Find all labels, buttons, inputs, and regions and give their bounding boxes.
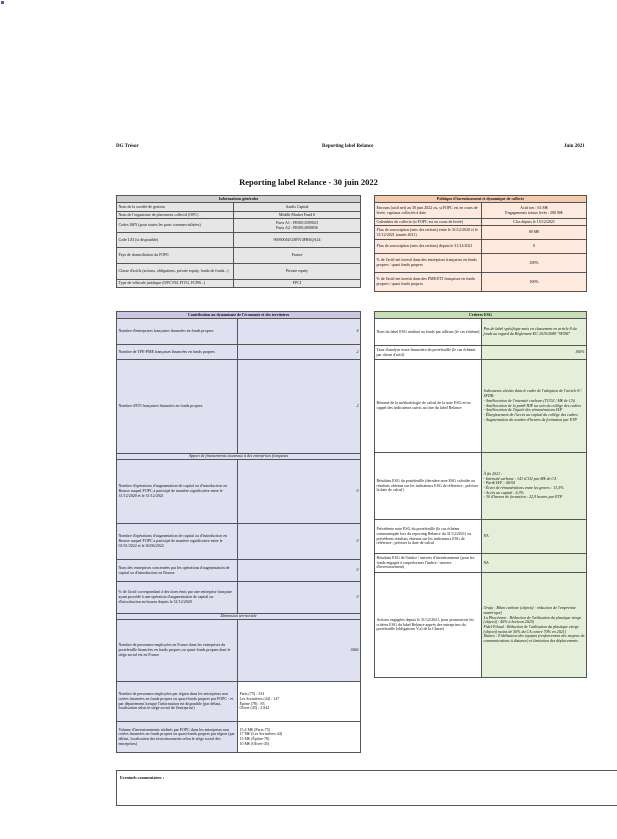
esg-value: 100% (482, 346, 587, 360)
esg-label: Résultats ESG de l'indice / univers d'investissement (pour les fonds engagés à surperformer l'indice / univers d'investissement) (375, 554, 482, 573)
economy-value: 15,4 M€ (Paris-75) 17 M€ (Les Sorinières-44) 15 M€ (Épône-78) 10 M€ (Olivet-45) (238, 722, 361, 753)
header-center: Reporting label Relance (322, 144, 374, 149)
economy-value: 0 (238, 582, 361, 614)
esg-value: Oraja : Bilan carbone (objectif : réduction de l'empreinte numérique) La Phocéenne : Réduction de l'utilisation du plastique vierge (objectif : 40% à horizon 2025) Fidel Filaud : Réduction de l'utilisation du plastique vierge (objectif moins de 50% du CA contre 70% en 2021) Dantes : Fidélisation des équipes (renforcement des moyens de communications à distance) et limitation des déplacements (482, 573, 587, 678)
investment-policy-label: Calendrier de collecte (si FOPC est en cours de levée) (375, 219, 482, 226)
investment-policy-label: % de l'actif net investi dans des entreprises françaises en fonds propres / quasi fonds propres (375, 254, 482, 273)
esg-label: Taux d'analyse extra-financière du portefeuille (le cas échéant par classe d'actif) (375, 346, 482, 360)
general-info-value: Azulis Capital (234, 203, 361, 212)
economy-label: Nombre de personnes employées en France dans les entreprises du portefeuille financées en fonds propres ou quasi-fonds propres dont le siège social est en France (117, 620, 238, 682)
general-info-label: Nom de la société de gestion (117, 203, 234, 212)
header-right: Juin 2021 (564, 144, 585, 149)
header-left: DG Trésor (116, 144, 139, 149)
investment-policy-value: Clos depuis le 15/12/2021 (482, 219, 587, 226)
esg-value: NA (482, 554, 587, 573)
investment-policy-value: 0 (482, 240, 587, 254)
economy-subheader: Dimension territoriale (117, 614, 361, 620)
economy-label: Nombre d'opérations d'augmentation de capital ou d'introduction en Bourse auquel FOPC a participé de manière significative entre le 01/01/2022 et le 30/06/2022 (117, 524, 238, 560)
esg-value: Pas de label spécifique mais en classement en article 8 du fonds au regard du Règlement EU 2019/2088 "SFDR" (482, 319, 587, 346)
investment-policy-label: Flux de souscription (nets des rachats) depuis le 31/12/2021 (375, 240, 482, 254)
economy-value: 0 (238, 560, 361, 582)
investment-policy-label: % de l'actif net investi dans des PME/ETI françaises en fonds propres / quasi fonds propres (375, 273, 482, 292)
economy-subheader: Apport de financements nouveaux à des entreprises françaises (117, 454, 361, 460)
investment-policy-value: Actif net : 63 M€ Engagements totaux levés : 280 M€ (482, 203, 587, 219)
general-info-label: Nom de l'organisme de placement collectif (OPC) (117, 212, 234, 219)
report-title: Reporting label Relance - 30 juin 2022 (239, 177, 378, 187)
economy-value: 2 (238, 345, 361, 360)
economy-table (116, 311, 361, 753)
economy-label: % de l'actif correspondant à des titres émis par une entreprise française ayant procédé à une opération d'augmentation de capital ou d'introduction en bourse depuis le 31/12/2020 (117, 582, 238, 614)
esg-value: Indicateurs choisis dans le cadre de l'adoption de l'article 8 / SFDR: - Amélioration de l'intensité carbone (TCO2 / M€ de CA) - Amélioration de la part€ HIF au sein du collège des cadres - Amélioration de l'équité des rémunérations H/F - Élargissement de l'accès au capital du collège des cadres - Augmentation du nombre d'heures de formation par ETP (482, 360, 587, 453)
esg-header: Critères ESG (375, 312, 587, 319)
comments-box[interactable] (116, 770, 617, 806)
economy-label: Nombre d'ETI françaises financées en fonds propres (117, 360, 238, 454)
economy-label: Volume d'investissements réalisés par FOPC dans les entreprises non cotées financées en fonds propres ou quasi-fonds propres par région (par défaut, localisation des investissements selon le siège social des entreprises) (117, 722, 238, 753)
investment-policy-header: Politique d'investissement et dynamique de collecte (375, 196, 587, 203)
general-info-value: Parts A1 : FR0013509023 Parts A2 : FR0014000836 (234, 219, 361, 233)
esg-label: Précédente note ESG du portefeuille (le cas échéant communiquée lors du reporting Relance du 31/12/2021) ou précédents résultats obtenus sur les indicateurs ESG de référence ; préciser la date de calcul (375, 520, 482, 554)
economy-value: 2 (238, 360, 361, 454)
esg-label: Nom du label ESG attribué au fonds par ailleurs (le cas échéant) (375, 319, 482, 346)
investment-policy-label: Encours (actif net) au 30 juin 2022 ou, si FOPC est en cours de levée, capitaux collectés à date (375, 203, 482, 219)
investment-policy-value: 80 M€ (482, 226, 587, 240)
economy-label: Nombre de TPE-PME françaises financées en fonds propres (117, 345, 238, 360)
general-info-label: Classe d'actifs (actions, obligations, private equity, fonds de fonds...) (117, 264, 234, 280)
general-info-value: 9695004UGBNY4FR6QA24 (234, 233, 361, 248)
esg-table (374, 311, 587, 678)
economy-header: Contribution au dynamisme de l'économie et des territoires (117, 312, 361, 319)
economy-value: 0 (238, 460, 361, 524)
general-info-header: Informations générales (117, 196, 361, 203)
general-info-value: Private equity (234, 264, 361, 280)
esg-label: Résultats ESG du portefeuille (dernière note ESG calculée ou résultats obtenus sur les indicateurs ESG de référence ; préciser la date de calcul) (375, 453, 482, 520)
general-info-table (116, 195, 361, 288)
investment-policy-value: 100% (482, 254, 587, 273)
investment-policy-label: Flux de souscription (nets des rachats) entre le 31/12/2020 et le 31/12/2021 (année 2021) (375, 226, 482, 240)
economy-label: Nombre d'entreprises françaises financées en fonds propres (117, 319, 238, 345)
economy-value: Paris (75) : 334 Les Sorinières (44) : 147 Épône (78) : 83 Olivet (45) : 2 842 (238, 682, 361, 722)
general-info-value: Middle Market Fund 6 (234, 212, 361, 219)
economy-value: 0 (238, 524, 361, 560)
general-info-label: Codes ISIN (pour toutes les parts commercialisées) (117, 219, 234, 233)
page-marker (1, 1, 4, 4)
economy-value: 3466 (238, 620, 361, 682)
economy-label: Nombre d'opérations d'augmentation de capital ou d'introduction en Bourse auquel FOPC a participé de manière significative entre le 31/12/2020 et le 31/12/2021 (117, 460, 238, 524)
esg-value: NA (482, 520, 587, 554)
comments-label: Eventuels commentaires : (120, 775, 164, 780)
investment-policy-table (374, 195, 587, 292)
economy-label: Nom des entreprises concernées par les opérations d'augmentation de capital ou d'introduction en Bourse (117, 560, 238, 582)
esg-value: À fin 2021 : - Intensité carbone : 141 tCO2 par M€ de CA - Part€ H/F : 46/54 - Écart de rémunérations entre les genres : 13,5% - Accès au capital : 4,3% - 30 d'heures de formation : 22,9 heures par ETP (482, 453, 587, 520)
economy-label: Nombre de personnes employées par région dans les entreprises non cotées financées en fonds propres ou quasi-fonds propres par FOPC - et par département lorsque l'information est disponible (par défaut, localisation selon le siège social de l'entreprise) (117, 682, 238, 722)
economy-value: 4 (238, 319, 361, 345)
general-info-value: France (234, 248, 361, 264)
general-info-label: Pays de domiciliation du FOPC (117, 248, 234, 264)
general-info-label: Type de véhicule juridique (OPCVM, FIVG, FCPR...) (117, 280, 234, 288)
esg-label: Résumé de la méthodologie de calcul de la note ESG et/ou rappel des indicateurs suivis au titre du label Relance (375, 360, 482, 453)
esg-label: Actions engagées depuis le 31/12/2021, pour promouvoir les critères ESG du label Relance auprès des entreprises du portefeuille (obligations V.a) de la Charte) (375, 573, 482, 678)
general-info-value: FPCI (234, 280, 361, 288)
general-info-label: Code LEI (si disponible) (117, 233, 234, 248)
investment-policy-value: 100% (482, 273, 587, 292)
